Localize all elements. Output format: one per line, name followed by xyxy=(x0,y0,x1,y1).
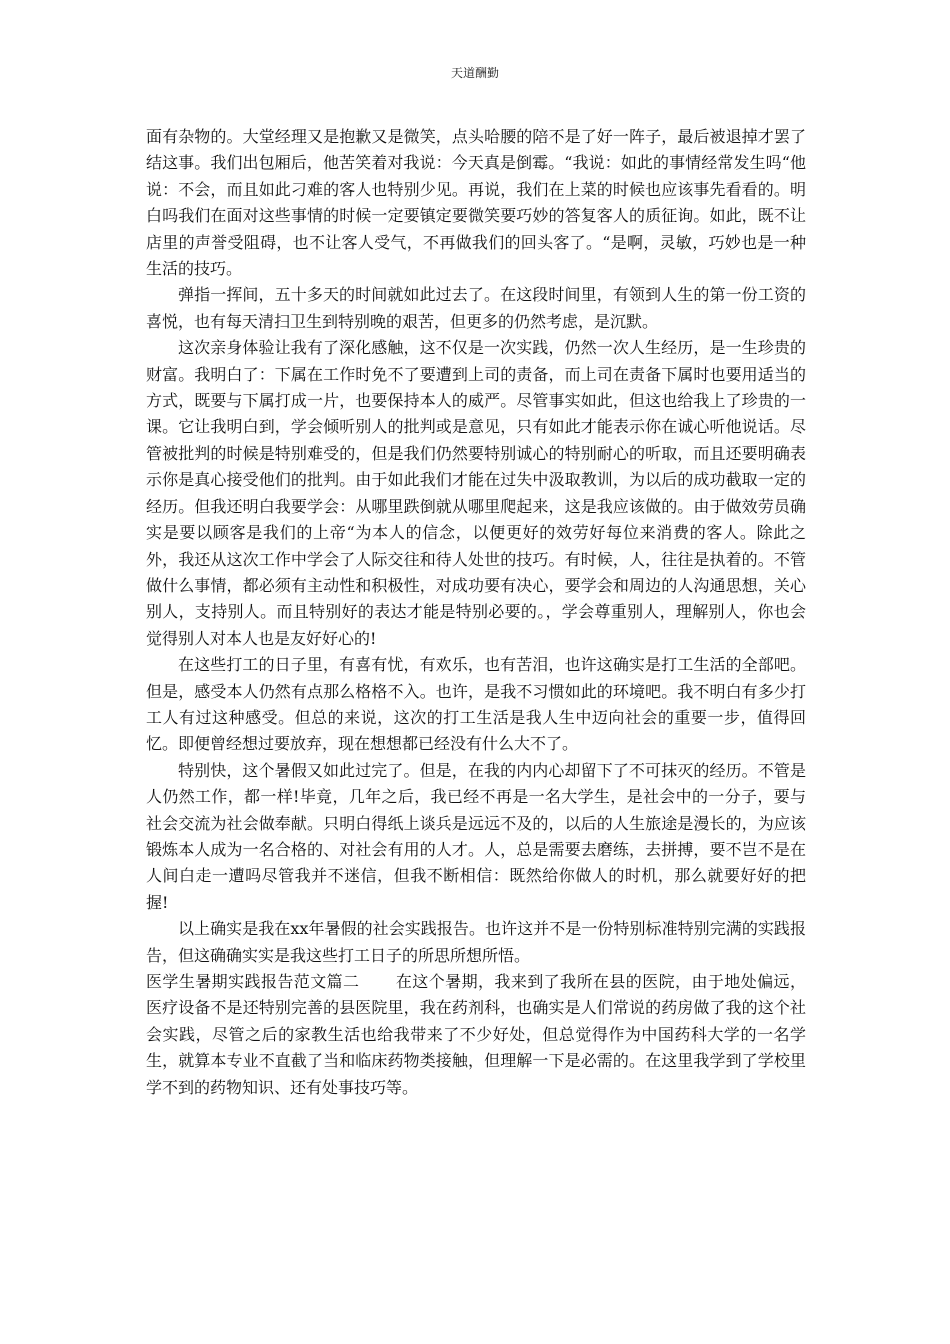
paragraph-3: 这次亲身体验让我有了深化感触，这不仅是一次实践，仍然一次人生经历，是一生珍贵的财富。我明白了：下属在工作时免不了要遭到上司的责备，而上司在责备下属时也要用适当的方式，既要与下属打成一片，也要保持本人的威严。尽管事实如此，但这也给我上了珍贵的一课。它让我明白到，学会倾听别人的批判或是意见，只有如此才能表示你在诚心听他说话。尽管被批判的时候是特别难受的，但是我们仍然要特别诚心的特别耐心的听取，而且还要明确表示你是真心接受他们的批判。由于如此我们才能在过失中汲取教训，为以后的成功截取一定的经历。但我还明白我要学会：从哪里跌倒就从哪里爬起来，这是我应该做的。由于做效劳员确实是要以顾客是我们的上帝“为本人的信念，以便更好的效劳好每位来消费的客人。除此之外，我还从这次工作中学会了人际交往和待人处世的技巧。有时候，人，往往是执着的。不管做什么事情，都必须有主动性和积极性，对成功要有决心，要学会和周边的人沟通思想，关心别人，支持别人。而且特别好的表达才能是特别必要的。，学会尊重别人，理解别人，你也会觉得别人对本人也是友好好心的! xyxy=(146,338,806,648)
section-paragraph xyxy=(146,969,806,1101)
paragraph-1: 面有杂物的。大堂经理又是抱歉又是微笑，点头哈腰的陪不是了好一阵子，最后被退掉才罢了结这事。我们出包厢后，他苦笑着对我说：今天真是倒霉。“我说：如此的事情经常发生吗“他说：不会，而且如此刁难的客人也特别少见。再说，我们在上菜的时候也应该事先看看的。明白吗我们在面对这些事情的时候一定要镇定要微笑要巧妙的答复客人的质征询。如此，既不让店里的声誉受阻碍，也不让客人受气，不再做我们的回头客了。“是啊，灵敏，巧妙也是一种生活的技巧。 xyxy=(146,127,806,279)
paragraph-4: 在这些打工的日子里，有喜有忧，有欢乐，也有苦泪，也许这确实是打工生活的全部吧。但是，感受本人仍然有点那么格格不入。也许，是我不习惯如此的环境吧。我不明白有多少打工人有过这种感受。但总的来说，这次的打工生活是我人生中迈向社会的重要一步，值得回忆。即便曾经想过要放弃，现在想想都已经没有什么大不了。 xyxy=(146,655,806,754)
section-text: 在这个暑期，我来到了我所在县的医院，由于地处偏远，医疗设备不是还特别完善的县医院里，我在药剂科，也确实是人们常说的药房做了我的这个社会实践，尽管之后的家教生活也给我带来了不少好处，但总觉得作为中国药科大学的一名学生，就算本专业不直截了当和临床药物类接触，但理解一下是必需的。在这里我学到了学校里学不到的药物知识、还有处事技巧等。 xyxy=(146,972,806,1097)
section-title: 医学生暑期实践报告范文篇二 xyxy=(146,972,360,991)
page-header: 天道酬勤 xyxy=(450,66,499,80)
paragraph-5: 特别快，这个暑假又如此过完了。但是，在我的内内心却留下了不可抹灭的经历。不管是人仍然工作，都一样!毕竟，几年之后，我已经不再是一名大学生，是社会中的一分子，要与社会交流为社会做奉献。只明白得纸上谈兵是远远不及的，以后的人生旅途是漫长的，为应该锻炼本人成为一名合格的、对社会有用的人才。人，总是需要去磨练，去拼搏，要不岂不是在人间白走一遭吗尽管我并不迷信，但我不断相信：既然给你做人的时机，那么就要好好的把握! xyxy=(146,760,806,912)
paragraph-2: 弹指一挥间，五十多天的时间就如此过去了。在这段时间里，有领到人生的第一份工资的喜悦，也有每天清扫卫生到特别晚的艰苦，但更多的仍然考虑，是沉默。 xyxy=(146,285,806,331)
paragraph-6: 以上确实是我在xx年暑假的社会实践报告。也许这并不是一份特别标准特别完满的实践报告，但这确确实实是我这些打工日子的所思所想所悟。 xyxy=(146,919,806,965)
document-body xyxy=(146,124,806,1101)
